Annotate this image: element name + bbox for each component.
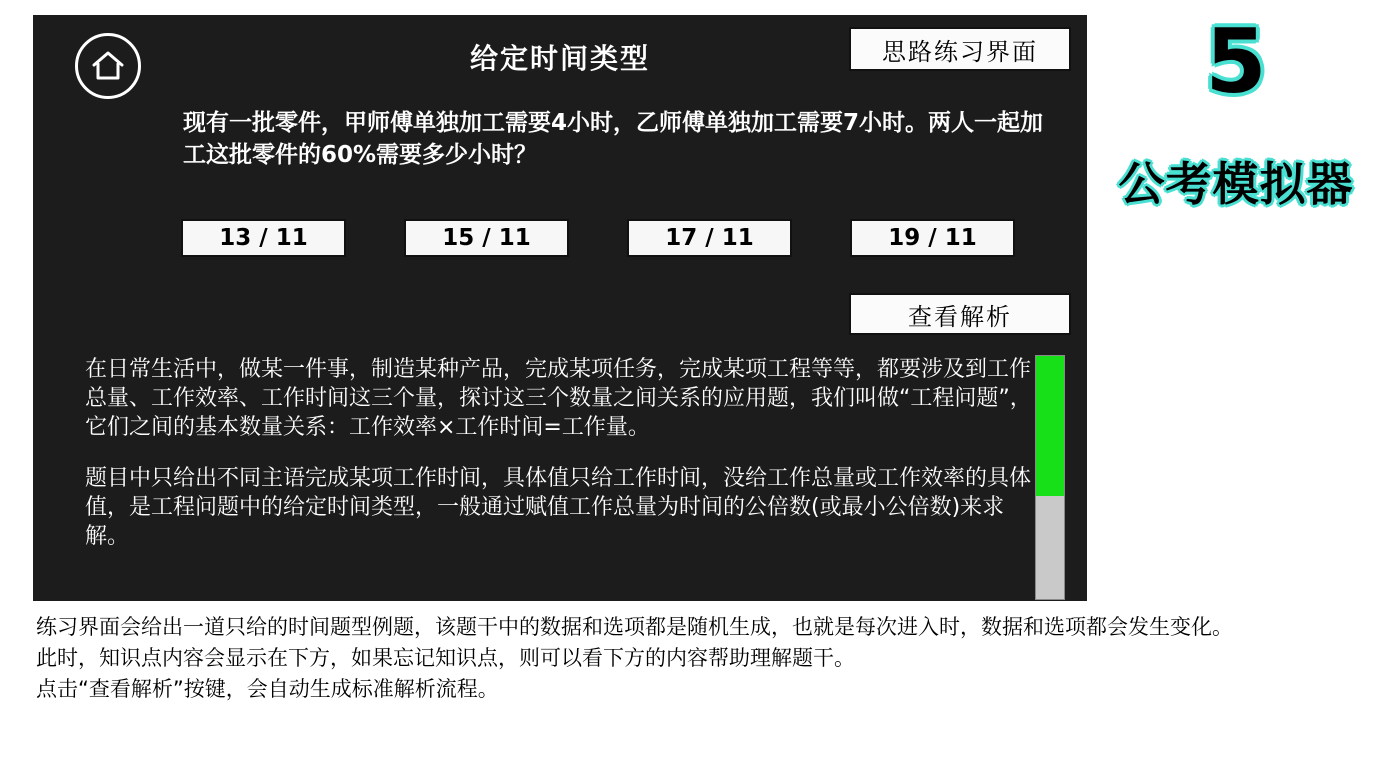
option-button-a[interactable]: 13 / 11 [181,219,346,257]
knowledge-scrollbar[interactable] [1035,355,1065,600]
scrollbar-thumb[interactable] [1036,356,1064,496]
caption-line-2: 此时，知识点内容会显示在下方，如果忘记知识点，则可以看下方的内容帮助理解题干。 [36,646,855,670]
caption-line-3: 点击“查看解析”按键，会自动生成标准解析流程。 [36,677,499,701]
mode-button[interactable]: 思路练习界面 [849,27,1071,71]
app-window [30,12,1090,604]
option-button-d[interactable]: 19 / 11 [850,219,1015,257]
question-text: 现有一批零件，甲师傅单独加工需要4小时，乙师傅单独加工需要7小时。两人一起加工这批零件的60%需要多少小时？ [183,110,1044,168]
branding [1095,10,1377,230]
slide-number: 5 [1205,10,1267,113]
caption-line-1: 练习界面会给出一道只给的时间题型例题，该题干中的数据和选项都是随机生成，也就是每次进入时，数据和选项都会发生变化。 [36,615,1233,639]
options-row [181,219,1061,257]
caption-block [36,612,1336,705]
page-title: 给定时间类型 [469,42,650,75]
knowledge-panel [85,355,1035,595]
knowledge-paragraph-1: 在日常生活中，做某一件事，制造某种产品，完成某项任务，完成某项工程等等，都要涉及到工作总量、工作效率、工作时间这三个量，探讨这三个数量之间关系的应用题，我们叫做“工程问题”，它们之间的基本数量关系：工作效率×工作时间=工作量。 [85,357,1032,440]
app-name: 公考模拟器 [1118,157,1354,211]
knowledge-paragraph-2: 题目中只给出不同主语完成某项工作时间，具体值只给工作时间，没给工作总量或工作效率的具体值，是工程问题中的给定时间类型，一般通过赋值工作总量为时间的公倍数(或最小公倍数)来求解。 [85,466,1032,549]
option-button-b[interactable]: 15 / 11 [404,219,569,257]
view-analysis-button[interactable]: 查看解析 [849,293,1071,335]
option-button-c[interactable]: 17 / 11 [627,219,792,257]
